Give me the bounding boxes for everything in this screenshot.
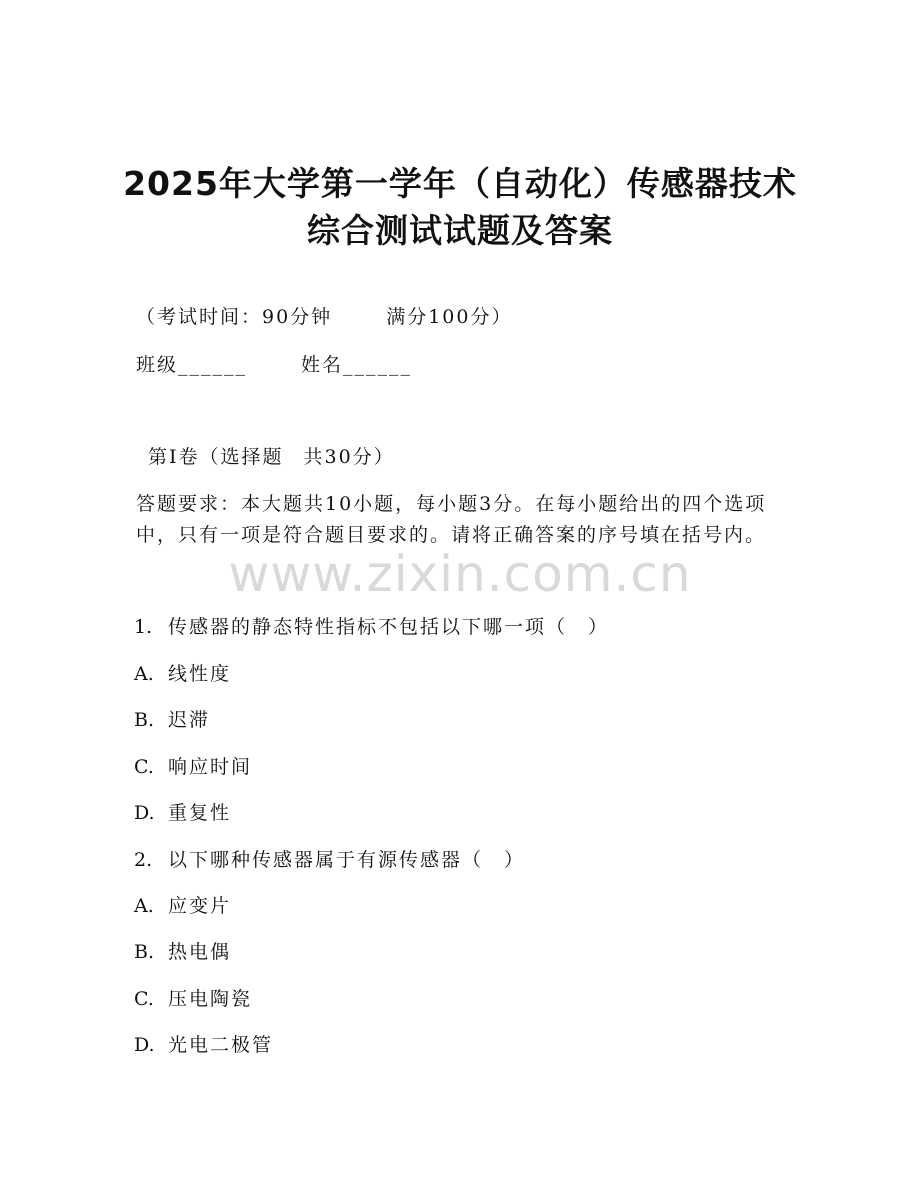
option-letter: A. [134, 895, 154, 917]
question-1-option-d [134, 798, 231, 825]
question-1-option-a [134, 659, 231, 686]
option-text: 应变片 [168, 895, 232, 917]
question-2-option-c [134, 984, 252, 1011]
option-text: 光电二极管 [168, 1034, 274, 1056]
option-text: 热电偶 [168, 941, 232, 963]
option-letter: A. [134, 663, 154, 685]
question-text: 以下哪种传感器属于有源传感器（ ） [168, 849, 526, 871]
question-number: 1. [134, 616, 153, 638]
option-text: 迟滞 [168, 709, 211, 731]
question-2 [134, 845, 525, 872]
exam-full-score: 满分100分） [386, 306, 513, 328]
watermark: www.zixin.com.cn [228, 545, 692, 603]
option-text: 线性度 [168, 663, 232, 685]
option-letter: D. [134, 802, 155, 824]
section-score: 共30分） [303, 446, 395, 468]
option-letter: C. [134, 988, 154, 1010]
option-letter: B. [134, 709, 155, 731]
document-title-line-1: 2025年大学第一学年（自动化）传感器技术 [123, 164, 797, 203]
student-info [136, 350, 412, 377]
class-field: 班级______ [136, 354, 248, 376]
option-letter: C. [134, 756, 154, 778]
document-title-line-2: 综合测试试题及答案 [307, 211, 613, 250]
option-letter: D. [134, 1034, 155, 1056]
question-2-option-b [134, 937, 231, 964]
option-text: 响应时间 [168, 756, 253, 778]
question-2-option-d [134, 1030, 273, 1057]
instructions-line-1: 答题要求：本大题共10小题，每小题3分。在每小题给出的四个选项 [136, 493, 767, 515]
option-text: 压电陶瓷 [168, 988, 253, 1010]
option-text: 重复性 [168, 802, 232, 824]
question-1 [134, 612, 609, 639]
section-title: 第I卷（选择题 [148, 446, 284, 468]
question-number: 2. [134, 849, 153, 871]
question-2-option-a [134, 891, 231, 918]
question-1-option-c [134, 752, 252, 779]
question-1-option-b [134, 705, 210, 732]
question-text: 传感器的静态特性指标不包括以下哪一项（ ） [168, 616, 610, 638]
exam-info [136, 302, 512, 329]
option-letter: B. [134, 941, 155, 963]
exam-time: （考试时间：90分钟 [136, 306, 333, 328]
section-heading [148, 442, 395, 469]
instructions-line-2: 中，只有一项是符合题目要求的。请将正确答案的序号填在括号内。 [136, 524, 767, 546]
name-field: 姓名______ [301, 354, 413, 376]
